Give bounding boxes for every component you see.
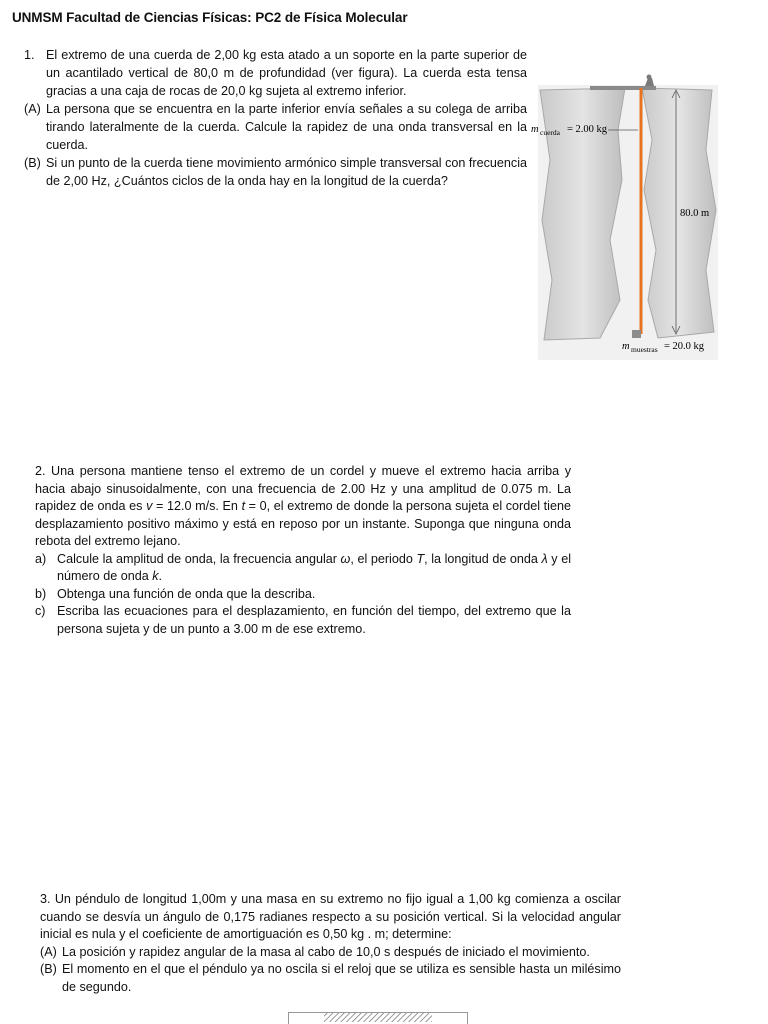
m-cuerda-symbol: m (531, 124, 539, 135)
pendulum-support-hatch (324, 1013, 432, 1022)
part-b-label: (B) (24, 156, 41, 170)
problem-1-intro (24, 46, 527, 100)
top-person-head-icon (647, 75, 652, 80)
symbol-k: k (152, 569, 159, 583)
symbol-v: v (146, 499, 153, 513)
problem-2-item-b (35, 586, 571, 604)
item-a-part: Calcule la amplitud de onda, la frecuencia angular (57, 551, 341, 566)
item-a-part: , la longitud de onda (424, 551, 542, 566)
item-a-part: . (158, 569, 163, 583)
problem-1-part-b (24, 154, 527, 190)
cliff-rope-figure (530, 70, 720, 362)
problem-1 (24, 46, 527, 190)
m-muestras-symbol: m (622, 341, 630, 352)
problem-3-part-a (40, 944, 621, 962)
part-a-text: La persona que se encuentra en la parte inferior envía señales a su colega de arriba tirando lateralmente de la cuerda. Calcule la rapidez de una onda transversal en la cuerda. (46, 102, 527, 152)
item-a-part: , el periodo (350, 551, 417, 566)
problem-1-part-a (24, 100, 527, 154)
part-a-text: La posición y rapidez angular de la masa al cabo de 10,0 s después de iniciado el movimiento. (62, 944, 590, 959)
pendulum-figure (288, 1012, 468, 1024)
problem-3 (40, 891, 621, 996)
m-cuerda-subscript: cuerda (540, 128, 560, 137)
part-a-label: (A) (24, 102, 41, 116)
problem-2-item-c (35, 603, 571, 638)
problem-2-intro-part: = 0, el extremo de donde la persona sujeta el cordel tiene desplazamiento positivo máximo y está en reposo por un instante. Suponga que ninguna onda rebota del extremo lejano. (35, 499, 571, 548)
problem-3-intro: 3. Un péndulo de longitud 1,00m y una masa en su extremo no fijo igual a 1,00 kg comienza a oscilar cuando se desvía un ángulo de 0,175 radianes respecto a su posición vertical. Si la velocidad angular inicial es nula y el coeficiente de amortiguación es 0,50 kg . m; determine: (40, 892, 621, 941)
item-a-part: y el número de onda (57, 551, 571, 583)
item-b-text: Obtenga una función de onda que la describa. (57, 586, 316, 601)
problem-2-intro (35, 463, 571, 551)
problem-2 (35, 463, 571, 638)
problem-2-intro-part: = 12.0 m/s. En (152, 499, 242, 513)
m-muestras-value: = 20.0 kg (664, 341, 705, 352)
part-b-text: El momento en el que el péndulo ya no oscila si el reloj que se utiliza es sensible hasta un milésimo de segundo. (62, 962, 621, 994)
m-cuerda-value: = 2.00 kg (567, 124, 608, 135)
problem-1-number: 1. (24, 48, 35, 62)
problem-1-intro-text: El extremo de una cuerda de 2,00 kg esta atado a un soporte en la parte superior de un acantilado vertical de 80,0 m de profundidad (ver figura). La cuerda esta tensa gracias a una caja de rocas de 20,0 kg sujeta al extremo inferior. (46, 48, 527, 98)
item-a-text (57, 551, 571, 586)
top-ledge (590, 86, 656, 90)
item-c-text: Escriba las ecuaciones para el desplazamiento, en función del tiempo, del extremo que la persona sujeta y de un punto a 3.00 m de ese extremo. (57, 604, 571, 636)
symbol-t: t (241, 499, 246, 513)
part-b-text: Si un punto de la cuerda tiene movimiento armónico simple transversal con frecuencia de 2,00 Hz, ¿Cuántos ciclos de la onda hay en la longitud de la cuerda? (46, 156, 527, 188)
m-muestras-subscript: muestras (631, 345, 658, 354)
item-a-label: a) (35, 551, 47, 566)
rock-box-icon (632, 330, 641, 338)
height-label: 80.0 m (680, 208, 710, 219)
part-a-label: (A) (40, 944, 57, 959)
item-c-label: c) (35, 604, 46, 618)
part-b-label: (B) (40, 962, 57, 976)
problem-2-item-a (35, 551, 571, 586)
symbol-omega: ω (340, 551, 351, 566)
page-title: UNMSM Facultad de Ciencias Físicas: PC2 de Física Molecular (12, 10, 408, 25)
item-b-label: b) (35, 586, 47, 601)
problem-2-intro-part: 2. Una persona mantiene tenso el extremo de un cordel y mueve el extremo hacia arriba y hacia abajo sinusoidalmente, con una frecuencia de 2.00 Hz y una amplitud de 0.075 m. La rapidez de onda es (35, 464, 571, 513)
symbol-lambda: λ (541, 551, 548, 566)
problem-3-part-b (40, 961, 621, 996)
symbol-T: T (416, 551, 425, 566)
